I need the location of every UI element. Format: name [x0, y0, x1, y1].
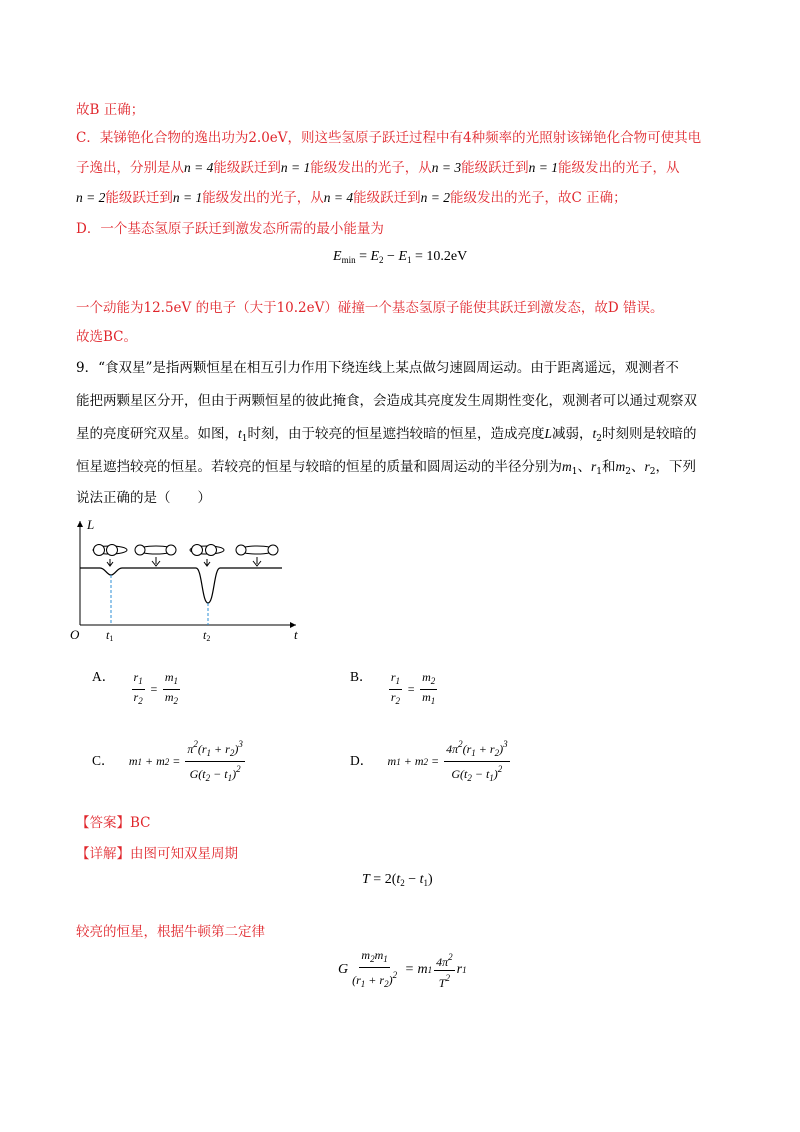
prev-c-line2: 子逸出，分别是从n = 4能级跃迁到n = 1能级发出的光子，从n = 3能级跃迁到n = 1能级发出的光子，从 [76, 160, 680, 176]
answer-tag: 【答案】 [76, 815, 130, 831]
answer-line [76, 813, 151, 833]
prev-c-line1: C．某锑铯化合物的逸出功为2.0eV，则这些氢原子跃迁过程中有4种频率的光照射该锑铯化合物可使其电 [76, 130, 702, 146]
q9-line3: 星的亮度研究双星。如图，$t_1$时刻，由于较亮的恒星遮挡较暗的恒星，造成亮度L减弱，$t_2$时刻则是较暗的 [76, 426, 697, 444]
q9-line4: 恒星遮挡较亮的恒星。若较亮的恒星与较暗的恒星的质量和圆周运动的半径分别为$m_1$、$r_1$和$m_2$、$r_2$，下列 [76, 459, 696, 477]
prev-d-equation: $E_{min} = E_2 - E_1 = 10.2eV$ [333, 249, 468, 265]
option-b[interactable]: B． $\frac{r_1}{r_2}$ = $\frac{m_2}{m_1}$ [350, 669, 436, 706]
prev-c-line3: n = 2能级跃迁到n = 1能级发出的光子，从n = 4能级跃迁到n = 2能级发出的光子，故C 正确； [76, 190, 627, 206]
newton-law-line: 较亮的恒星，根据牛顿第二定律 [76, 924, 265, 940]
prev-b-correct: 故B 正确； [76, 102, 145, 118]
binary-star-icon-2 [135, 545, 176, 566]
option-c[interactable]: C． m 1 + m 2 = $\frac{\pi^2(r_1 + r_2)^3}{G(t_2 - t_1)^2}$ [92, 739, 243, 783]
detail-line [76, 844, 238, 864]
light-curve [80, 568, 282, 603]
q9-line2: 能把两颗星区分开，但由于两颗恒星的彼此掩食，会造成其亮度发生周期性变化，观测者可以通过观察双 [76, 393, 697, 409]
detail-text: 由图可知双星周期 [130, 846, 238, 862]
option-a[interactable]: A． $\frac{r_1}{r_2}$ = $\frac{m_1}{m_2}$ [92, 669, 178, 706]
t1-label: t1 [106, 628, 114, 643]
light-curve-figure [70, 515, 310, 645]
option-d[interactable]: D． m 1 + m 2 = $\frac{4\pi^2(r_1 + r_2)^3}{G(t_2 - t_1)^2}$ [350, 739, 508, 783]
binary-star-icon-3 [190, 545, 224, 567]
origin-label: O [70, 627, 80, 642]
x-axis-label: t [294, 627, 298, 642]
period-equation: $T = 2(t_2 - t_1)$ [362, 872, 433, 888]
newton-equation: G $\frac{m_2m_1}{(r_1 + r_2)^2}$ = m 1 $\frac{4\pi^2}{T^2}$ r 1 [338, 948, 467, 990]
answer-value: BC [130, 815, 151, 831]
prev-d-line1: D．一个基态氢原子跃迁到激发态所需的最小能量为 [76, 221, 384, 237]
q9-line1: 9．“食双星”是指两颗恒星在相互引力作用下绕连线上某点做匀速圆周运动。由于距离遥远，观测者不 [76, 360, 679, 376]
detail-tag: 【详解】 [76, 846, 130, 862]
binary-star-icon-1 [93, 545, 127, 567]
prev-d-line2: 一个动能为12.5eV 的电子（大于10.2eV）碰撞一个基态氢原子能使其跃迁到激发态，故D 错误。 [76, 300, 664, 316]
prev-answer: 故选BC。 [76, 329, 138, 345]
q9-line5: 说法正确的是（ ） [76, 490, 211, 506]
t2-label: t2 [203, 628, 211, 643]
binary-star-icon-4 [236, 545, 278, 566]
y-axis-label: L [87, 517, 95, 532]
